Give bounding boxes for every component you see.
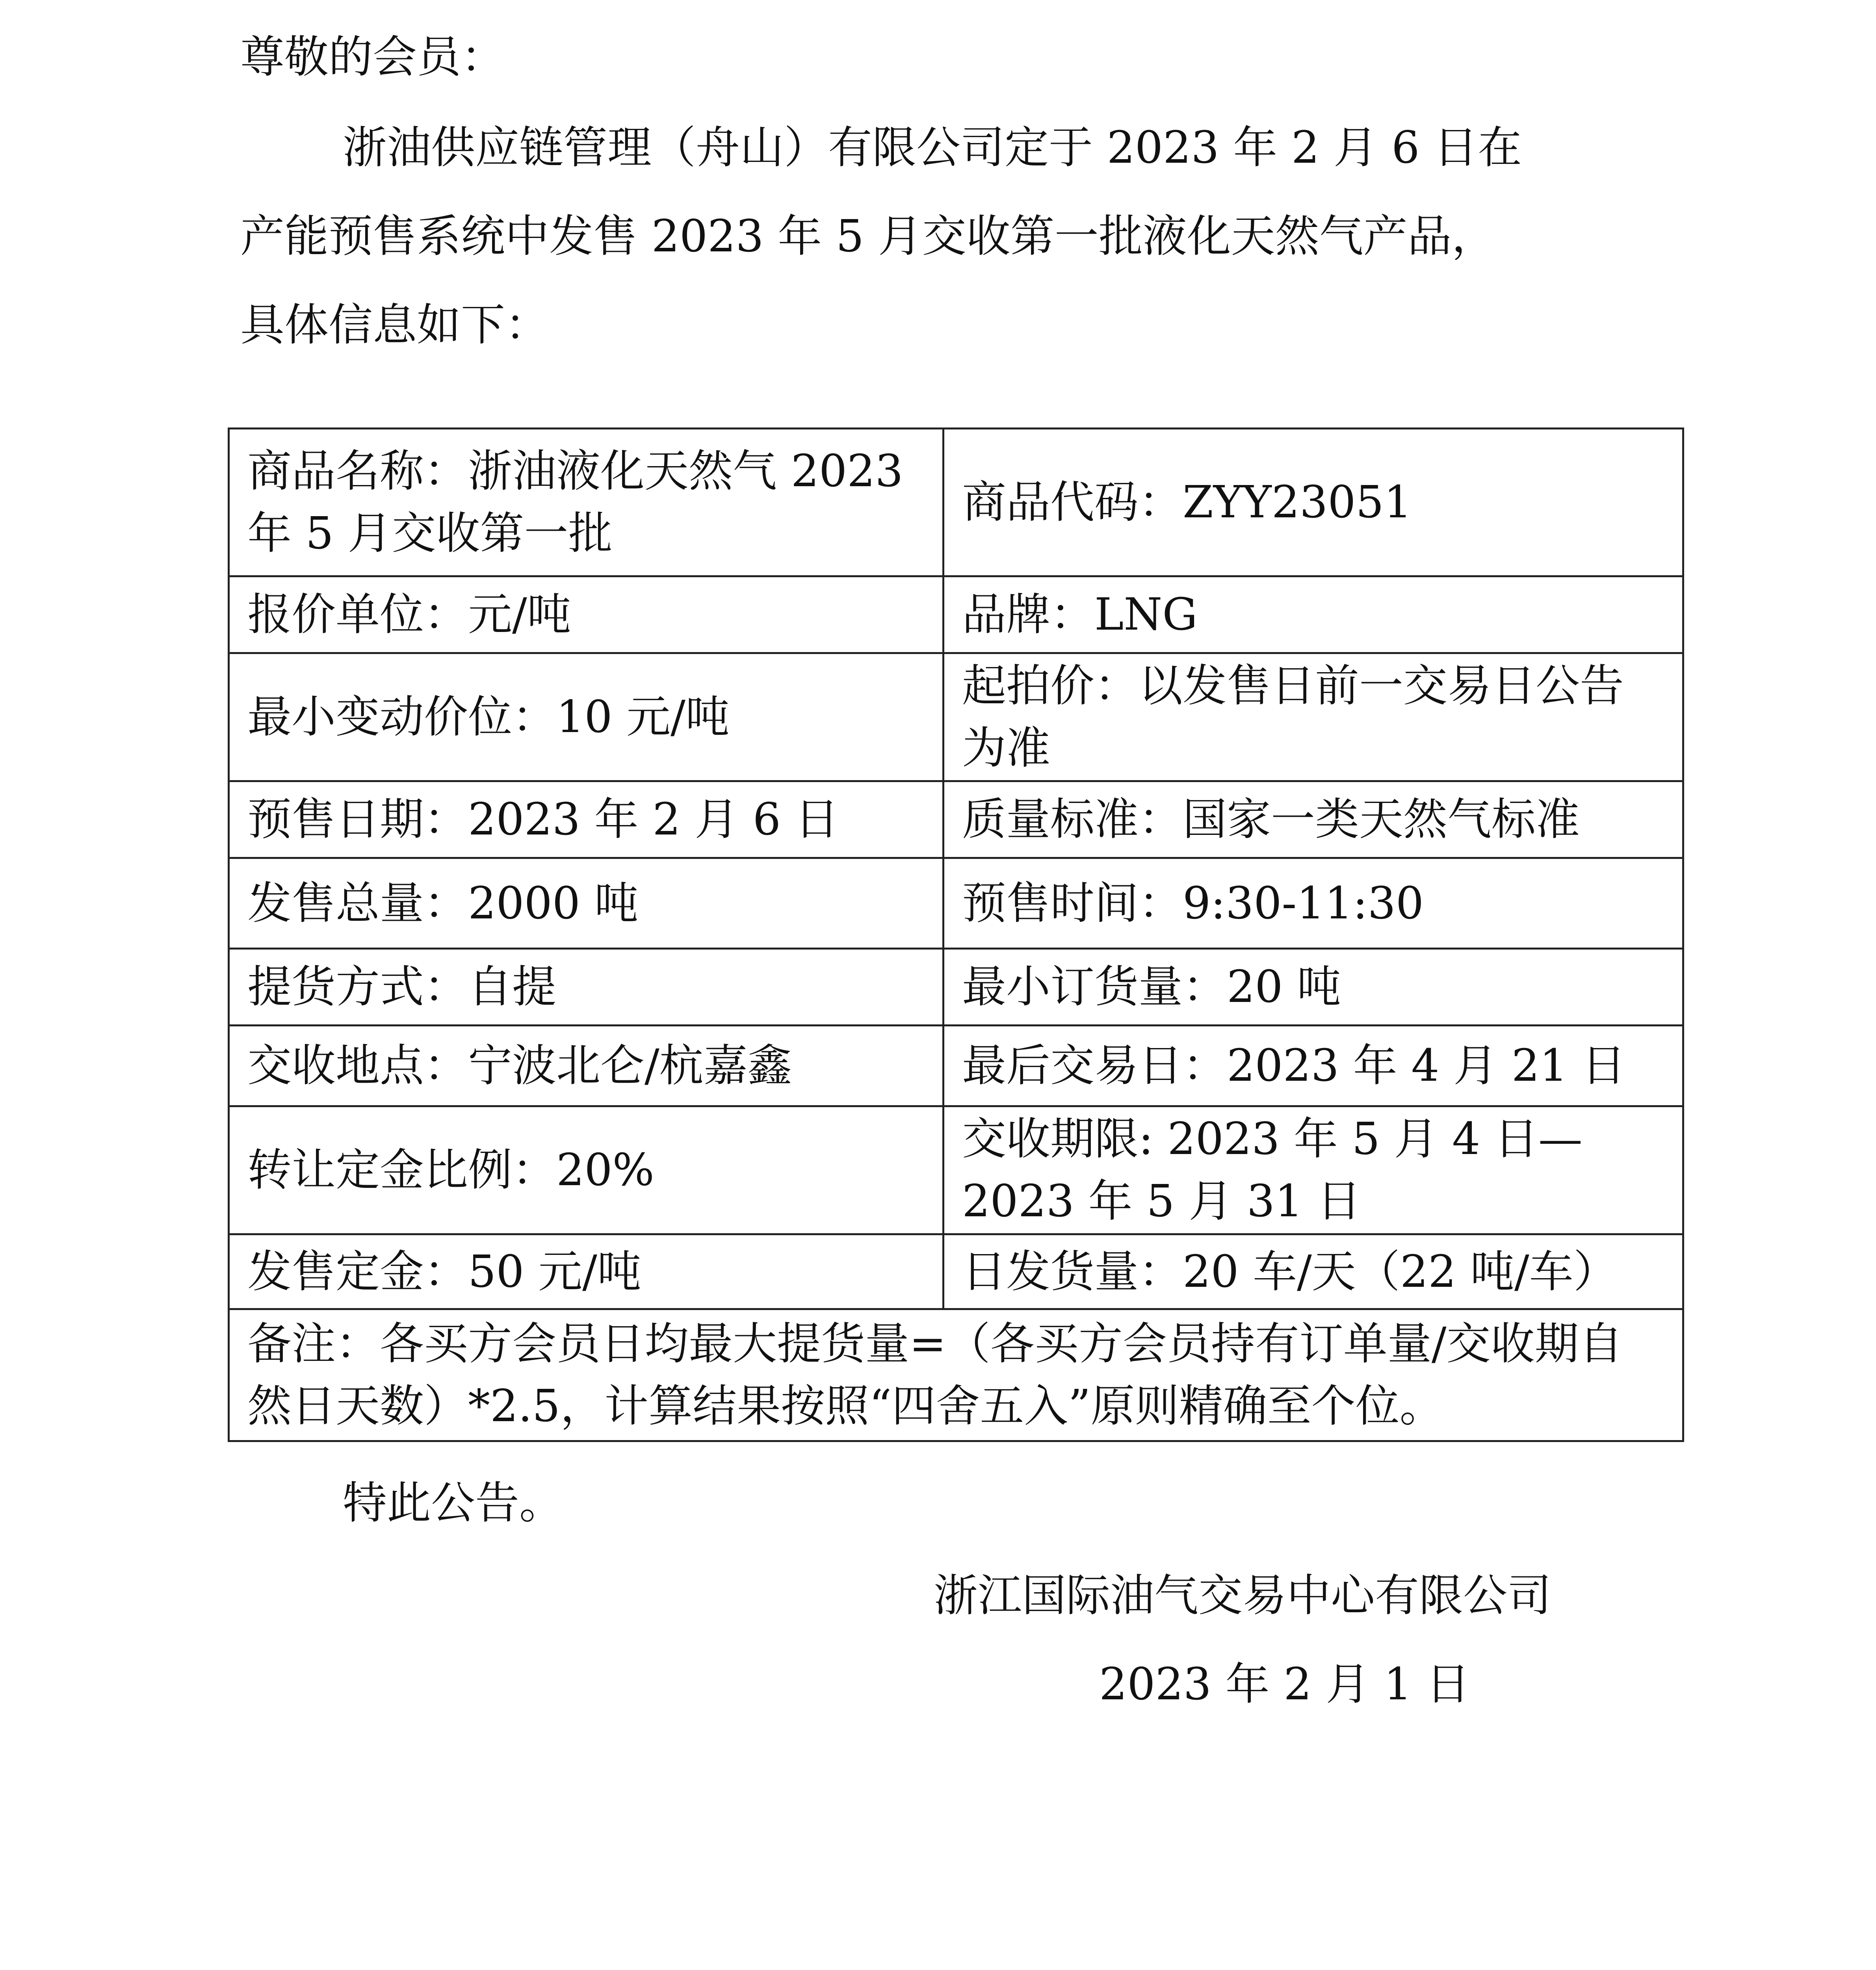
table-row [229,781,1683,858]
presale-date-cell: 预售日期：2023 年 2 月 6 日 [229,781,944,858]
body-line: 具体信息如下： [240,299,549,351]
table-row [229,1234,1683,1309]
salutation: 尊敬的会员： [240,32,505,83]
daily-shipment-cell: 日发货量：20 车/天（22 吨/车） [944,1234,1683,1309]
sale-deposit-cell: 发售定金：50 元/吨 [229,1234,944,1309]
presale-time-cell: 预售时间：9:30-11:30 [944,858,1683,949]
starting-price-cell: 起拍价：以发售日前一交易日公告为准 [944,653,1683,781]
quote-unit-cell: 报价单位：元/吨 [229,576,944,653]
body-line: 产能预售系统中发售 2023 年 5 月交收第一批液化天然气产品， [240,211,1496,262]
min-tick-cell: 最小变动价位：10 元/吨 [229,653,944,781]
product-name-cell: 商品名称：浙油液化天然气 2023 年 5 月交收第一批 [229,429,944,576]
deposit-ratio-cell: 转让定金比例：20% [229,1106,944,1234]
table-row [229,1309,1683,1441]
body-line: 浙油供应链管理（舟山）有限公司定于 2023 年 2 月 6 日在 [343,122,1522,173]
table-row [229,429,1683,576]
table-row [229,1026,1683,1106]
brand-cell: 品牌：LNG [944,576,1683,653]
delivery-place-cell: 交收地点：宁波北仑/杭嘉鑫 [229,1026,944,1106]
min-order-cell: 最小订货量：20 吨 [944,949,1683,1026]
pickup-method-cell: 提货方式：自提 [229,949,944,1026]
remark-cell: 备注：各买方会员日均最大提货量=（各买方会员持有订单量/交收期自然日天数）*2.5，计算结果按照“四舍五入”原则精确至个位。 [229,1309,1683,1441]
table-row [229,653,1683,781]
issue-date: 2023 年 2 月 1 日 [1099,1659,1470,1710]
total-volume-cell: 发售总量：2000 吨 [229,858,944,949]
table-row [229,576,1683,653]
table-row [229,949,1683,1026]
company-signature: 浙江国际油气交易中心有限公司 [934,1570,1551,1621]
product-code-cell: 商品代码：ZYY23051 [944,429,1683,576]
closing-text: 特此公告。 [343,1478,563,1529]
product-info-table [228,427,1684,1442]
last-trading-day-cell: 最后交易日：2023 年 4 月 21 日 [944,1026,1683,1106]
table-row [229,1106,1683,1234]
quality-standard-cell: 质量标准：国家一类天然气标准 [944,781,1683,858]
table-row [229,858,1683,949]
delivery-period-cell: 交收期限: 2023 年 5 月 4 日—2023 年 5 月 31 日 [944,1106,1683,1234]
